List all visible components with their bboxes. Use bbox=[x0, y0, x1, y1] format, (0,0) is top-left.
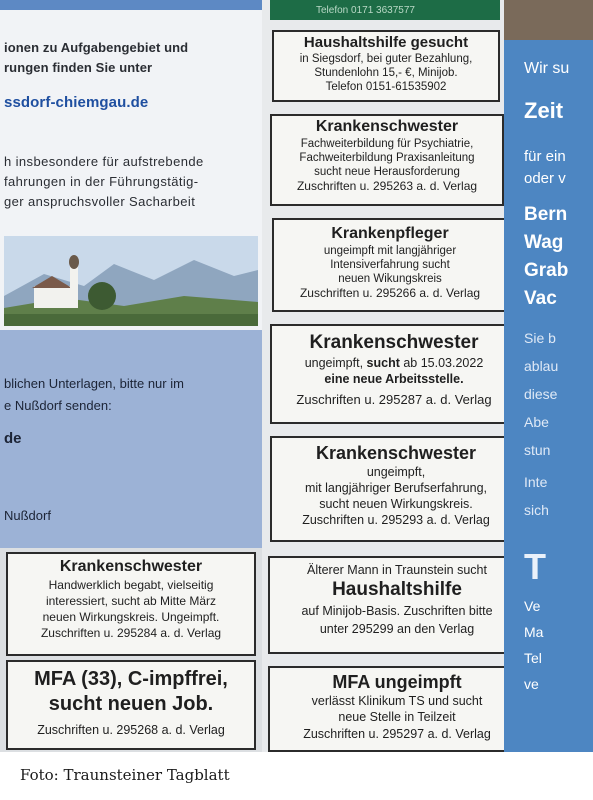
ad-text-part: ab 15.03.2022 bbox=[399, 356, 484, 370]
ad-reference: Zuschriften u. 295297 a. d. Verlag bbox=[303, 727, 491, 741]
ad-line: neue Stelle in Teilzeit bbox=[338, 710, 456, 724]
ad-line: in Siegsdorf, bei guter Bezahlung, bbox=[299, 53, 473, 65]
ad-reference: Zuschriften u. 295268 a. d. Verlag bbox=[37, 723, 225, 737]
ad-line: ungeimpft mit langjähriger bbox=[323, 245, 457, 257]
left-lower-blue-section bbox=[0, 330, 262, 548]
right-line: Wag bbox=[524, 232, 564, 253]
ad-line: sucht neuen Wirkungskreis. bbox=[319, 497, 473, 511]
right-line: ve bbox=[524, 676, 539, 692]
left-line-6: ger anspruchsvoller Sacharbeit bbox=[4, 194, 196, 209]
ad-text-part: ungeimpft, bbox=[304, 356, 367, 370]
ad-line: verlässt Klinikum TS und sucht bbox=[311, 694, 483, 708]
ad-krankenschwester-3 bbox=[270, 436, 522, 542]
right-line: für ein bbox=[524, 148, 566, 165]
left-line-1: ionen zu Aufgabengebiet und bbox=[4, 40, 189, 55]
ad-line: Stundenlohn 15,- €, Minijob. bbox=[314, 67, 458, 79]
ad-krankenschwester-1 bbox=[270, 114, 504, 206]
ad-line: Telefon 0151-61535902 bbox=[325, 81, 447, 93]
ad-krankenschwester-2 bbox=[270, 324, 518, 424]
ad-title: Krankenschwester bbox=[315, 443, 477, 463]
ad-reference: Zuschriften u. 295263 a. d. Verlag bbox=[296, 179, 478, 193]
right-line: Bern bbox=[524, 204, 568, 225]
right-line: Tel bbox=[524, 650, 542, 666]
ad-intro-line: Älterer Mann in Traunstein sucht bbox=[307, 563, 487, 577]
ad-reference: Zuschriften u. 295293 a. d. Verlag bbox=[302, 513, 490, 527]
right-column bbox=[504, 0, 593, 752]
ad-line: unter 295299 an den Verlag bbox=[319, 622, 475, 636]
ad-title: Krankenpfleger bbox=[331, 225, 449, 242]
left-column bbox=[0, 0, 262, 548]
ad-mfa-33 bbox=[6, 660, 256, 750]
right-logo-letter: T bbox=[524, 546, 546, 587]
church-landscape-image bbox=[4, 236, 258, 326]
right-line: Zeit bbox=[524, 98, 564, 123]
photo-caption: Foto: Traunsteiner Tagblatt bbox=[20, 766, 230, 784]
right-line: sich bbox=[524, 502, 549, 518]
left-url: ssdorf-chiemgau.de bbox=[4, 94, 149, 111]
ad-line: ungeimpft, bbox=[366, 465, 426, 479]
left-line-4: h insbesondere für aufstrebende bbox=[4, 154, 204, 169]
ad-line: Fachweiterbildung für Psychiatrie, bbox=[300, 138, 474, 150]
left-line-5: fahrungen in der Führungstätig- bbox=[4, 174, 199, 189]
ad-title: MFA (33), C-impffrei, bbox=[34, 668, 228, 690]
right-line: oder v bbox=[524, 170, 566, 187]
right-line: Abe bbox=[524, 414, 549, 430]
green-ad-strip bbox=[270, 0, 500, 20]
ad-haushaltshilfe-gesucht bbox=[272, 30, 500, 102]
ad-line: neuen Wikungskreis bbox=[338, 273, 442, 285]
right-line: stun bbox=[524, 442, 551, 458]
ad-line: neuen Wirkungskreis. Ungeimpft. bbox=[42, 610, 220, 624]
left-line-2: rungen finden Sie unter bbox=[4, 60, 153, 75]
ad-line: Fachweiterbildung Praxisanleitung bbox=[299, 152, 475, 164]
ad-krankenpfleger bbox=[272, 218, 508, 312]
ad-krankenschwester-left bbox=[6, 552, 256, 656]
right-line: Ma bbox=[524, 624, 544, 640]
ad-line: eine neue Arbeitsstelle. bbox=[324, 372, 464, 386]
left-lower-line-4: Nußdorf bbox=[4, 508, 51, 523]
ad-line bbox=[272, 355, 516, 371]
left-lower-line-3: de bbox=[4, 430, 22, 447]
ad-line: mit langjähriger Berufserfahrung, bbox=[304, 481, 488, 495]
right-line: Wir su bbox=[524, 60, 570, 77]
right-line: Grab bbox=[524, 260, 569, 281]
left-lower-line-2: e Nußdorf senden: bbox=[4, 398, 112, 413]
right-line: diese bbox=[524, 386, 558, 402]
ad-text-bold: sucht bbox=[366, 356, 400, 370]
right-line: Vac bbox=[524, 288, 557, 309]
top-blue-bar bbox=[0, 0, 262, 10]
ad-reference: Zuschriften u. 295284 a. d. Verlag bbox=[40, 626, 222, 640]
right-top-photo bbox=[504, 0, 593, 40]
ad-reference: Zuschriften u. 295266 a. d. Verlag bbox=[299, 286, 481, 300]
left-lower-line-1: blichen Unterlagen, bitte nur im bbox=[4, 376, 184, 391]
ad-reference: Zuschriften u. 295287 a. d. Verlag bbox=[296, 392, 492, 407]
ad-title-2: sucht neuen Job. bbox=[48, 693, 214, 715]
ad-title: MFA ungeimpft bbox=[332, 672, 462, 692]
ad-title: Krankenschwester bbox=[309, 332, 479, 353]
right-line: Sie b bbox=[524, 330, 556, 346]
green-ad-text: Telefon 0171 3637577 bbox=[316, 5, 415, 16]
ad-title: Krankenschwester bbox=[59, 558, 203, 575]
ad-title: Krankenschwester bbox=[315, 118, 459, 135]
ad-title: Haushaltshilfe bbox=[332, 579, 462, 600]
ad-line: auf Minijob-Basis. Zuschriften bitte bbox=[301, 604, 493, 618]
right-line: Ve bbox=[524, 598, 541, 614]
ad-line: sucht neue Herausforderung bbox=[314, 166, 460, 178]
right-line: ablau bbox=[524, 358, 559, 374]
ad-line: Intensiverfahrung sucht bbox=[330, 259, 450, 271]
ad-title: Haushaltshilfe gesucht bbox=[303, 34, 469, 51]
ad-line: Handwerklich begabt, vielseitig bbox=[48, 578, 214, 592]
ad-haushaltshilfe-traunstein bbox=[268, 556, 526, 654]
ad-mfa-ungeimpft bbox=[268, 666, 526, 752]
right-line: Inte bbox=[524, 474, 548, 490]
ad-line: interessiert, sucht ab Mitte März bbox=[45, 594, 217, 608]
